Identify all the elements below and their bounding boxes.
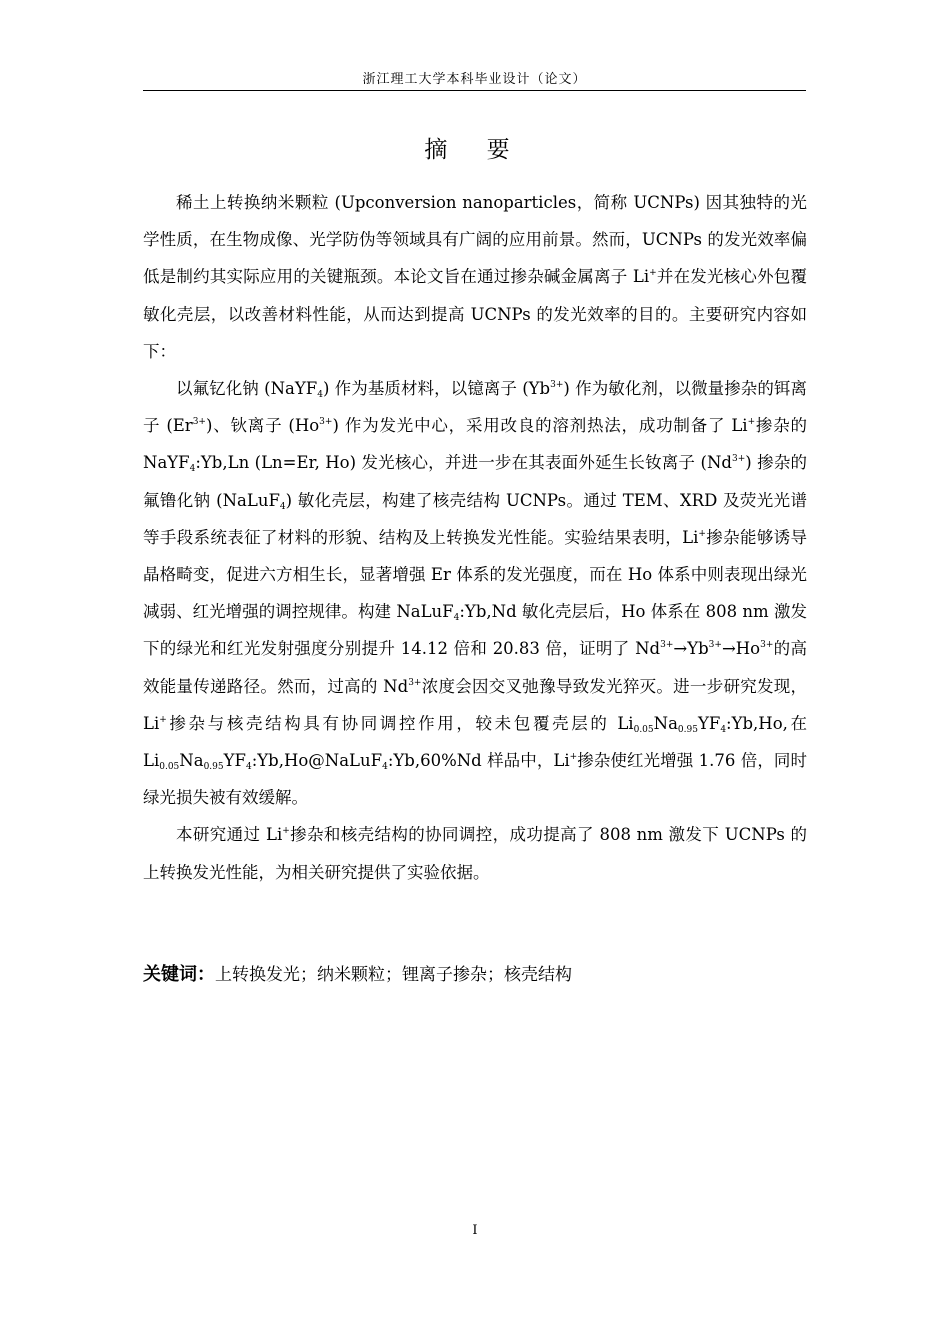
text-run: ) 作为敏化剂，以微量掺杂的铒离子 (Er (143, 379, 807, 436)
text-run: 以氟钇化钠 (NaYF (176, 379, 318, 399)
abstract-paragraph-3 (143, 816, 807, 890)
text-run: ) 作为发光中心，采用改良的溶剂热法，成功制备了 Li (332, 416, 748, 436)
text-run: YF (223, 751, 246, 771)
text-run: 稀土上转换纳米颗粒 (Upconversion nanoparticles，简称 UCNPs) 因其独特的光学性质，在生物成像、光学防伪等领域具有广阔的应用前景。然而，UCNPs 的发光效率偏低是制约其实际应用的关键瓶颈。本论文旨在通过掺杂碱金属离子 Li (143, 193, 807, 287)
text-run: :Yb,Ho,在 Li (143, 713, 808, 771)
keywords-text: 上转换发光；纳米颗粒；锂离子掺杂；核壳结构 (215, 965, 572, 985)
text-run: :Yb,60%Nd 样品中，Li (387, 751, 570, 771)
text-run: YF (697, 713, 721, 733)
text-run: )、钬离子 (Ho (205, 416, 320, 436)
superscript: 3+ (192, 417, 206, 428)
superscript: 3+ (319, 417, 333, 428)
text-run: 掺杂使红光增强 1.76 倍，同时绿光损失被有效缓解。 (143, 751, 807, 808)
text-run: →Yb (673, 639, 709, 659)
text-run: 掺杂能够诱导晶格畸变，促进六方相生长，显著增强 Er 体系的发光强度，而在 Ho 体系中则表现出绿光减弱、红光增强的调控规律。构建 NaLuF (143, 527, 808, 622)
text-run: ) 掺杂的氟镥化钠 (NaLuF (143, 453, 807, 510)
text-run: →Ho (721, 639, 761, 659)
superscript: 3+ (550, 380, 564, 391)
abstract-paragraph-2 (143, 370, 807, 816)
subscript: 0.95 (203, 762, 224, 773)
subscript: 0.95 (677, 724, 698, 735)
header-text: 浙江理工大学本科毕业设计（论文） (362, 72, 587, 87)
superscript: 3+ (731, 454, 746, 465)
superscript: 3+ (660, 640, 674, 651)
subscript: 4 (453, 613, 460, 624)
text-run: 掺杂与核壳结构具有协同调控作用，较未包覆壳层的 Li (166, 713, 634, 733)
superscript: 3+ (760, 640, 774, 651)
text-run: 的高效能量传递路径。然而，过高的 Nd (143, 639, 807, 696)
text-run: 掺杂和核壳结构的协同调控，成功提高了 808 nm 激发下 UCNPs 的上转换发光性能，为相关研究提供了实验依据。 (143, 825, 807, 882)
abstract-body (143, 184, 807, 891)
text-run: :Yb,Ho@NaLuF (251, 751, 383, 771)
superscript: + (569, 752, 578, 763)
text-run: 浓度会因交叉弛豫导致发光猝灭。进一步研究发现，Li (143, 676, 808, 733)
text-run: 掺杂的 NaYF (143, 416, 807, 473)
text-run: 本研究通过 Li (176, 825, 283, 845)
superscript: + (159, 714, 167, 725)
superscript: + (282, 826, 290, 837)
superscript: 3+ (408, 677, 422, 688)
text-run: 并在发光核心外包覆敏化壳层，以改善材料性能，从而达到提高 UCNPs 的发光效率的目的。主要研究内容如下： (143, 267, 807, 361)
subscript: 4 (317, 390, 323, 401)
text-run: Na (653, 713, 678, 733)
text-run: :Yb,Ln (Ln=Er, Ho) 发光核心，并进一步在其表面外延生长钕离子 (Nd (195, 453, 732, 473)
keywords-line (143, 960, 807, 990)
text-run: ) 作为基质材料，以镱离子 (Yb (322, 379, 551, 399)
abstract-paragraph-1 (143, 184, 807, 370)
keywords-label: 关键词： (143, 964, 215, 985)
abstract-title: 摘 要 (424, 137, 526, 163)
superscript: + (649, 268, 657, 279)
text-run: :Yb,Nd 敏化壳层后，Ho 体系在 808 nm 激发下的绿光和红光发射强度分别提升 14.12 倍和 20.83 倍，证明了 Nd (143, 602, 807, 659)
superscript: 3+ (708, 640, 722, 651)
subscript: 0.05 (159, 762, 180, 773)
subscript: 4 (245, 762, 252, 773)
text-run: Na (179, 751, 204, 771)
text-run: ) 敏化壳层，构建了核壳结构 UCNPs。通过 TEM、XRD 及荧光光谱等手段系统表征了材料的形貌、结构及上转换发光性能。实验结果表明，Li (143, 490, 807, 547)
subscript: 4 (189, 464, 196, 475)
page-header (143, 70, 806, 91)
superscript: + (698, 528, 706, 539)
subscript: 4 (279, 501, 286, 512)
superscript: + (747, 417, 756, 428)
page-number: I (472, 1223, 478, 1238)
subscript: 4 (720, 724, 727, 735)
subscript: 0.05 (633, 724, 654, 735)
subscript: 4 (382, 762, 388, 773)
